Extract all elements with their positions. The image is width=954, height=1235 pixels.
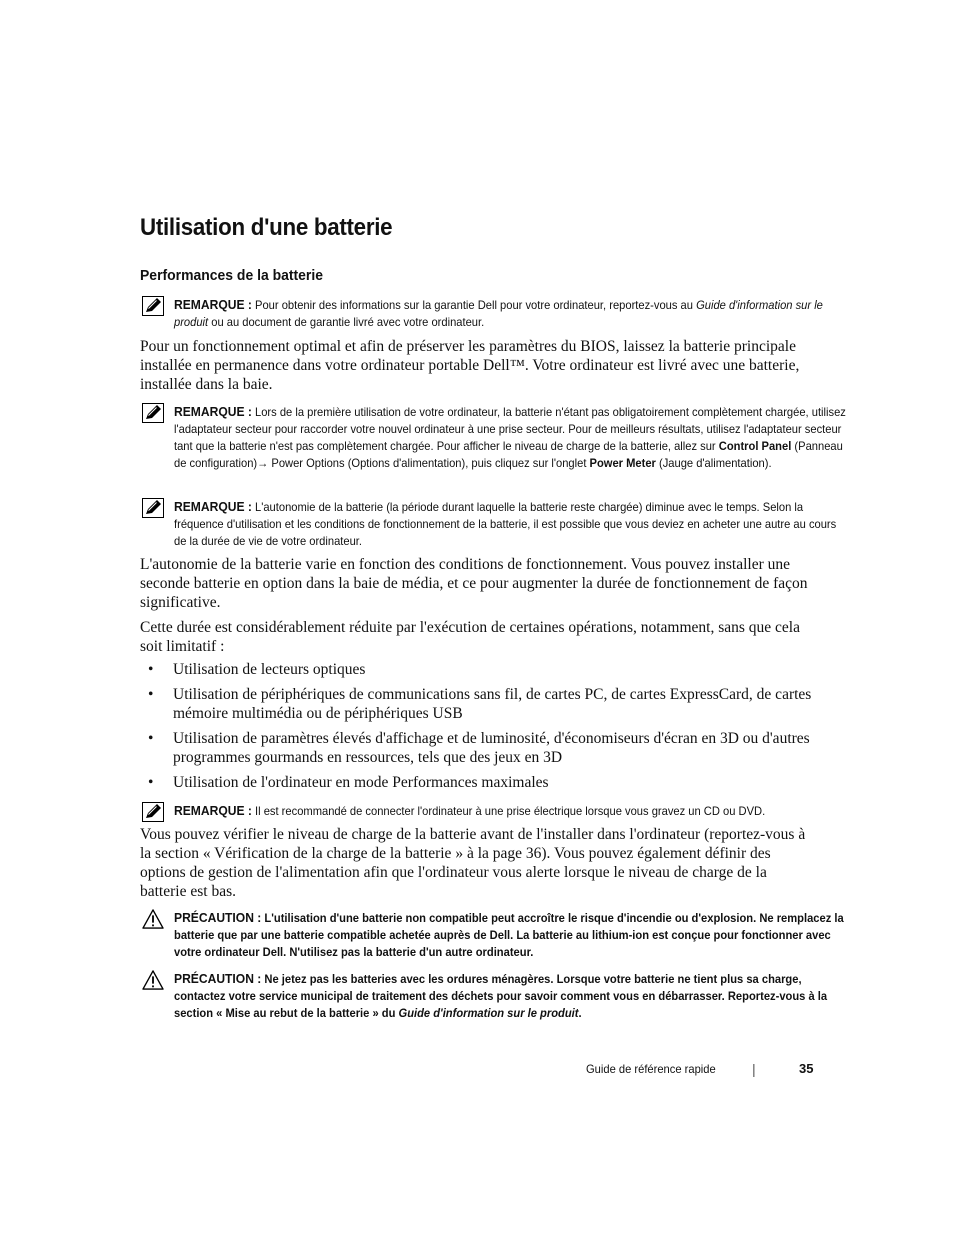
list-item [140, 729, 820, 767]
note-text: ou au document de garantie livré avec votre ordinateur. [208, 315, 485, 329]
paragraph-check-charge: Vous pouvez vérifier le niveau de charge de la batterie avant de l'installer dans l'ordinateur (reportez-vous à la section « Vérification de la charge de la batterie » à la page 36). Vous pouvez également définir des options de gestion de l'alimentation afin que l'ordinateur vous alerte lorsque le niveau de charge de la batterie est bas. [140, 826, 806, 900]
bullet-icon: • [148, 730, 154, 747]
caution-text: . [578, 1006, 582, 1020]
caution-label: PRÉCAUTION : [174, 971, 262, 986]
note-label: REMARQUE : [174, 404, 252, 419]
note-text: L'autonomie de la batterie (la période durant laquelle la batterie reste chargée) diminue avec le temps. Selon la fréquence d'utilisation et les conditions de fonctionnement de la batterie, il est possible que vous deviez en acheter une autre au cours de la durée de vie de votre ordinateur. [174, 500, 837, 548]
control-panel-ref: Control Panel [718, 439, 792, 453]
list-item-text: Utilisation de périphériques de communications sans fil, de cartes PC, de cartes ExpressCard, de cartes mémoire multimédia ou de périphériques USB [173, 686, 812, 722]
note-warranty [140, 296, 823, 331]
bullet-icon: • [148, 774, 154, 791]
list-item-text: Utilisation de l'ordinateur en mode Performances maximales [173, 774, 549, 791]
product-guide-ref: Guide d'information sur le produit [398, 1006, 579, 1020]
note-text: Pour obtenir des informations sur la garantie Dell pour votre ordinateur, reportez-vous au [251, 298, 697, 312]
list-item-text: Utilisation de paramètres élevés d'affichage et de luminosité, d'économiseurs d'écran en 3D ou d'autres programmes gourmands en ressources, tels que des jeux en 3D [173, 730, 810, 766]
page-title: Utilisation d'une batterie [140, 214, 393, 241]
caution-label: PRÉCAUTION : [174, 910, 262, 925]
list-item [140, 685, 820, 723]
note-cd-dvd [140, 802, 820, 820]
pencil-note-icon [142, 403, 164, 423]
caution-text: L'utilisation d'une batterie non compatible peut accroître le risque d'incendie ou d'explosion. Ne remplacez la batterie que par une batterie compatible achetée auprès de Dell. La batterie au lithium-ion est conçue pour fonctionner avec votre ordinateur Dell. N'utilisez pas la batterie d'un autre ordinateur. [174, 911, 844, 959]
paragraph-reduced-duration: Cette durée est considérablement réduite par l'exécution de certaines opérations, notamment, sans que cela soit limitatif : [140, 619, 800, 655]
caution-incompatible-battery [140, 909, 844, 961]
note-first-use [140, 403, 846, 472]
caution-disposal [140, 970, 828, 1022]
note-text: Lors de la première utilisation de votre ordinateur, la batterie n'étant pas obligatoirement complètement chargée, utilisez l'adaptateur secteur pour raccorder votre nouvel ordinateur à une prise secteur. Pour de meilleurs résultats, utilisez l'adaptateur secteur tant que la batterie n'est pas complètement chargée. Pour afficher le niveau de charge de la batterie, allez sur [174, 405, 846, 453]
note-label: REMARQUE : [174, 803, 252, 818]
paragraph-autonomy: L'autonomie de la batterie varie en fonction des conditions de fonctionnement. Vous pouvez installer une seconde batterie en option dans la baie de média, et ce pour augmenter la durée de fonctionnement de façon significative. [140, 556, 808, 611]
caution-text: Ne jetez pas les batteries avec les ordures ménagères. Lorsque votre batterie ne tient plus sa charge, contactez votre service municipal de traitement des déchets pour savoir comment vous en débarrasser. Reportez-vous à la section « Mise au rebut de la batterie » du [174, 972, 828, 1020]
pencil-note-icon [142, 802, 164, 822]
power-meter-ref: Power Meter [589, 456, 656, 470]
note-text: (Panneau de configuration)→ Power Options (Options d'alimentation), puis cliquez sur l'onglet [174, 439, 843, 470]
list-item [140, 773, 820, 792]
section-heading: Performances de la batterie [140, 267, 323, 284]
page-number: 35 [799, 1061, 814, 1076]
bullet-icon: • [148, 661, 154, 678]
list-item-text: Utilisation de lecteurs optiques [173, 661, 366, 678]
note-text: (Jauge d'alimentation). [655, 456, 772, 470]
note-label: REMARQUE : [174, 499, 252, 514]
product-guide-ref: Guide d'information sur le produit [174, 298, 823, 329]
usage-list [140, 660, 820, 798]
bullet-icon: • [148, 686, 154, 703]
warning-triangle-icon [142, 970, 164, 990]
footer-guide-title [586, 1062, 716, 1076]
footer-divider [753, 1064, 754, 1077]
paragraph-bios: Pour un fonctionnement optimal et afin de préserver les paramètres du BIOS, laissez la batterie principale installée en permanence dans votre ordinateur portable Dell™. Votre ordinateur est livré avec une batterie, installée dans la baie. [140, 338, 800, 393]
note-text: Il est recommandé de connecter l'ordinateur à une prise électrique lorsque vous gravez un CD ou DVD. [251, 804, 766, 818]
note-label: REMARQUE : [174, 297, 252, 312]
warning-triangle-icon [142, 909, 164, 929]
footer-guide-text: Guide de référence rapide [586, 1062, 716, 1076]
note-battery-life [140, 498, 837, 550]
pencil-note-icon [142, 296, 164, 316]
list-item [140, 660, 820, 679]
pencil-note-icon [142, 498, 164, 518]
